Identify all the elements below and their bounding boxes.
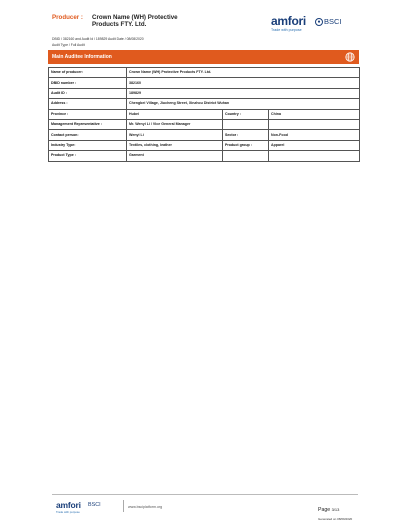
audit-meta-line: DBID / 382160 and Audit Id / 189829 Audit Date / 08/08/2020	[52, 37, 144, 41]
page-label: Page	[318, 507, 331, 513]
footer-logo-tagline: Trade with purpose	[56, 510, 80, 514]
auditee-info-body	[49, 68, 360, 162]
field-value: China	[269, 109, 360, 119]
table-row	[49, 88, 360, 98]
footer-logo-bsci: BSCI	[88, 501, 101, 508]
producer-label: Producer :	[52, 14, 83, 21]
field-value: 189829	[127, 88, 360, 98]
bsci-circle-icon: ●	[315, 18, 323, 26]
field-value: Mr. Wenyi Li / Vice General Manager	[127, 119, 223, 129]
field-label: Management Representative :	[49, 119, 127, 129]
footer-url-link[interactable]: www.bsciplatform.org	[128, 505, 163, 509]
section-title: Main Auditee Information	[52, 53, 112, 60]
field-value: 382160	[127, 78, 360, 88]
field-value	[269, 151, 360, 161]
field-label: Address :	[49, 99, 127, 109]
section-header	[48, 50, 359, 64]
logo-bsci	[315, 17, 342, 26]
table-row	[49, 119, 360, 129]
field-label: Country :	[223, 109, 269, 119]
field-value: Non-Food	[269, 130, 360, 140]
field-value: Crown Name (WH) Protective Products FTY. Ltd.	[127, 68, 360, 78]
footer-divider	[52, 494, 358, 495]
logo-bsci-text: BSCI	[324, 17, 342, 26]
field-label	[223, 151, 269, 161]
table-row	[49, 109, 360, 119]
logo-word: amfori	[271, 14, 306, 28]
table-row	[49, 140, 360, 150]
generated-date: Generated on 08/09/2020	[318, 517, 353, 521]
field-label: DBID number :	[49, 78, 127, 88]
field-value	[269, 119, 360, 129]
table-row	[49, 68, 360, 78]
footer-logo	[56, 500, 120, 516]
field-value: Apparel	[269, 140, 360, 150]
amfori-bsci-logo	[271, 14, 351, 34]
field-label: Industry Type:	[49, 140, 127, 150]
auditee-info-table	[48, 67, 360, 162]
field-value: Textiles, clothing, leather	[127, 140, 223, 150]
field-value: Wenyi Li	[127, 130, 223, 140]
field-label: Contact person:	[49, 130, 127, 140]
table-row	[49, 78, 360, 88]
field-value: Garment	[127, 151, 223, 161]
audit-type: Audit Type / Full Audit	[52, 43, 85, 47]
producer-name: Crown Name (WH) Protective Products FTY. Ltd.	[92, 14, 178, 29]
field-label: Sector :	[223, 130, 269, 140]
page-number: 3/13	[331, 507, 340, 512]
page-indicator	[318, 507, 339, 513]
field-label	[223, 119, 269, 129]
field-label: Province :	[49, 109, 127, 119]
table-row	[49, 151, 360, 161]
table-row	[49, 99, 360, 109]
globe-icon	[345, 52, 355, 62]
field-label: Name of producer:	[49, 68, 127, 78]
footer-logo-word: amfori	[56, 500, 81, 510]
field-value: Chengbei Village, Jiucheng Street, Xinzhou District Wuhan	[127, 99, 360, 109]
field-value: Hubei	[127, 109, 223, 119]
report-header	[52, 12, 362, 54]
footer-separator	[123, 500, 124, 512]
table-row	[49, 130, 360, 140]
field-label: Product Type :	[49, 151, 127, 161]
logo-tagline: Trade with purpose	[271, 28, 302, 32]
field-label: Product group :	[223, 140, 269, 150]
field-label: Audit ID :	[49, 88, 127, 98]
